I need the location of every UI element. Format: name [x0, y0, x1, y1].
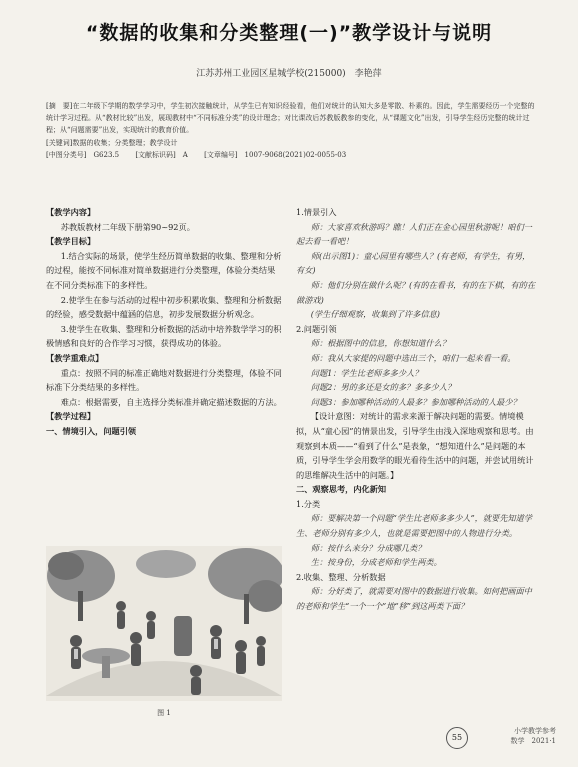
student-line-1: 生：按身份，分成老师和学生两类。 — [310, 557, 442, 568]
document-code: [文献标识码] A — [135, 150, 188, 159]
teacher-line-8: 师：分好类了，就需要对图中的数据进行收集。如何把画面中的老师和学生“一个一个”地“移”到这两类下面？ — [296, 586, 532, 612]
abstract-block — [46, 100, 538, 161]
author-line: 江苏苏州工业园区星城学校(215000) 李艳萍 — [196, 69, 382, 79]
subsection-1: 1.情景引入 — [296, 207, 337, 217]
design-intent: 【设计意图：对统计的需求来源于解决问题的需要。情境模拟，从“童心园”的情景出发，引导学生由浅入深地观察和思考。由观察到本质——“看到了什么”是表象，“想知道什么”是问题的本质，引导学生学会用数学的眼光看待生活中的问题，并尝试用统计的思维解决生活中的问题。】 — [296, 411, 534, 480]
heading-key-points: 【教学重难点】 — [46, 352, 104, 363]
subsection-2: 2.问题引领 — [296, 323, 337, 334]
content-text: 苏教版教材二年级下册第90~92页。 — [60, 221, 195, 232]
classification-row — [46, 149, 538, 162]
teacher-line-6: 师：要解决第一个问题“学生比老师多多少人”，就要先知道学生、老师分别有多少人，也就是需要把图中的人物进行分类。 — [296, 513, 532, 539]
teacher-line-2: 师(出示图1)：童心园里有哪些人？(有老师，有学生，有男，有女) — [296, 250, 531, 276]
subsection-classify: 1.分类 — [296, 498, 321, 509]
question-1: 问题1：学生比老师多多少人？ — [310, 367, 423, 378]
article-title: “数据的收集和分类整理(一)”教学设计与说明 — [85, 22, 493, 44]
heading-process: 【教学过程】 — [46, 411, 96, 422]
subsection-data: 2.收集、整理、分析数据 — [296, 571, 386, 582]
heading-content: 【教学内容】 — [46, 207, 96, 217]
journal-title: 小学教学参考 — [514, 727, 556, 735]
teacher-line-4: 师：根据图中的信息，你想知道什么？ — [310, 338, 450, 349]
goal-2: 2.使学生在参与活动的过程中初步积累收集、整理和分析数据的经验，感受数据中蕴涵的信息，初步发展数据分析观念。 — [46, 294, 282, 320]
figure-caption: 图 1 — [157, 709, 171, 717]
teacher-line-5: 师：我从大家提的问题中选出三个，咱们一起来看一看。 — [310, 352, 516, 363]
abstract-text: [摘 要]在二年级下学期的数学学习中，学生初次接触统计，从学生已有知识经验看，他们对统计的认知大多是零散、朴素的。因此，学生需要经历一个完整的统计学习过程。从“教材比较”出发，展现教材中“不同标准分类”的设计理念；对比课改后苏教版教参的变化，从“课题文化”出发，引导学生经历完整的统计过程；从“问题需要”出发，实现统计的教育价值。 — [46, 102, 535, 135]
clc-number: [中图分类号] G623.5 — [46, 150, 120, 159]
page-number: 55 — [446, 727, 468, 749]
park-illustration — [46, 546, 282, 701]
teacher-line-3: 师：他们分别在做什么呢？(有的在看书，有的在下棋，有的在做游戏) — [296, 279, 536, 305]
question-2: 问题2：男的多还是女的多？多多少人？ — [310, 382, 456, 393]
difficult-point: 难点：根据需要，自主选择分类标准并确定描述数据的方法。 — [60, 396, 282, 407]
section-1-title: 一、情境引入，问题引领 — [46, 425, 137, 436]
section-2-title: 二、观察思考，内化新知 — [296, 484, 387, 495]
student-note: (学生仔细观察，收集到了许多信息) — [310, 309, 440, 320]
right-column — [296, 205, 536, 614]
question-3: 问题3：参加哪种活动的人最多？参加哪种活动的人最少？ — [310, 396, 521, 407]
journal-issue: 数学 2021·1 — [510, 737, 556, 745]
heading-goals: 【教学目标】 — [46, 236, 96, 247]
article-number: [文章编号] 1007-9068(2021)02-0055-03 — [204, 150, 347, 159]
key-point: 重点：按照不同的标准正确地对数据进行分类整理，体验不同标准下分类结果的多样性。 — [46, 367, 282, 393]
goal-3: 3.使学生在收集、整理和分析数据的活动中培养数学学习的积极情感和良好的合作学习习惯，获得成功的体验。 — [46, 323, 282, 349]
left-column — [46, 205, 282, 439]
keywords: [关键词]数据的收集；分类整理；教学设计 — [46, 138, 178, 147]
journal-name — [476, 726, 556, 746]
teacher-line-1: 师：大家喜欢秋游吗？瞧！人们正在金心园里秋游呢！咱们一起去看一看吧！ — [296, 221, 532, 247]
teacher-line-7: 师：按什么来分？分成哪几类？ — [310, 542, 426, 553]
goal-1: 1.结合实际的场景，使学生经历简单数据的收集、整理和分析的过程，能按不同标准对简单数据进行分类整理，体验分类结果在不同分类标准下的多样性。 — [46, 250, 282, 290]
